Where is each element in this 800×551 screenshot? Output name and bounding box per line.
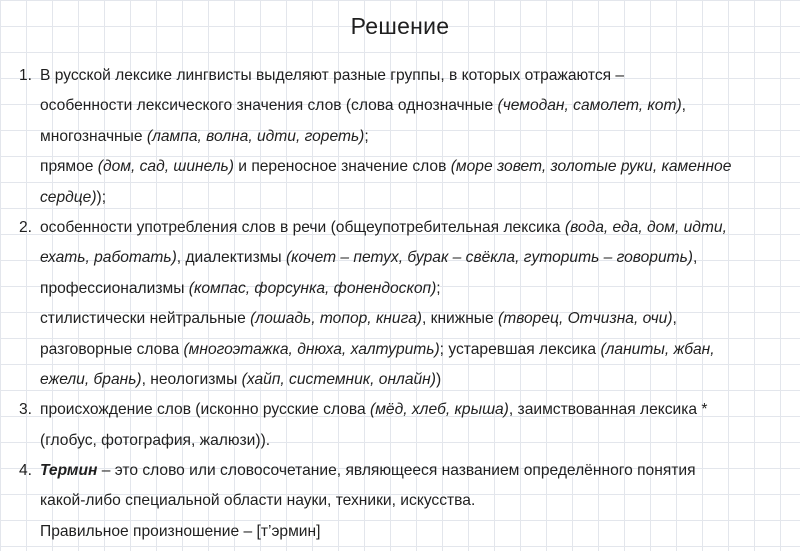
- text-line: [19, 517, 794, 547]
- example-text: сердце): [40, 188, 97, 206]
- text-line: [19, 426, 794, 456]
- example-text: (лампа, волна, идти, гореть): [146, 127, 365, 145]
- example-text: (море зовет, золотые руки, каменное: [450, 158, 732, 176]
- page-title: Решение: [350, 13, 450, 39]
- body-text: В русской лексике лингвисты выделяют разные группы, в которых отражаются –: [40, 67, 625, 84]
- body-text: и переносное значение слов: [233, 158, 451, 176]
- body-text: особенности употребления слов в речи (общеупотребительная лексика: [40, 218, 565, 236]
- list-number: 1.: [19, 67, 33, 84]
- text-line: [19, 304, 794, 334]
- list-item: [19, 456, 794, 547]
- example-text: (мёд, хлеб, крыша): [370, 401, 509, 419]
- example-text: (вода, еда, дом, идти,: [564, 218, 727, 236]
- body-text: , заимствованная лексика *: [508, 401, 708, 419]
- example-text: (компас, форсунка, фонендоскоп): [188, 279, 437, 297]
- text-line: [19, 335, 794, 365]
- text-line: [19, 61, 794, 91]
- list-item: [19, 61, 794, 213]
- body-text: прямое: [40, 158, 98, 176]
- example-text: (многоэтажка, днюха, халтурить): [183, 340, 440, 358]
- text-line: [19, 243, 794, 273]
- body-text: стилистически нейтральные: [40, 310, 251, 328]
- body-text: – это слово или словосочетание, являющееся названием определённого понятия: [97, 462, 696, 480]
- text-line: [19, 152, 794, 182]
- text-line: [19, 274, 794, 304]
- body-text: ): [435, 370, 442, 388]
- example-text: (кочет – петух, бурак – свёкла, гуторить – говорить): [285, 249, 693, 267]
- example-text: (дом, сад, шинель): [97, 158, 234, 176]
- example-text: Термин: [40, 462, 98, 480]
- list-number: 4.: [19, 462, 33, 480]
- text-line: [19, 213, 794, 243]
- body-text: ,: [693, 249, 698, 267]
- example-text: (чемодан, самолет, кот): [497, 97, 682, 115]
- body-text: (глобус, фотография, жалюзи)).: [40, 431, 271, 449]
- body-text: , неологизмы: [141, 370, 242, 388]
- body-text: какой-либо специальной области науки, техники, искусства.: [40, 492, 476, 510]
- body-text: , книжные: [421, 310, 499, 328]
- body-text: ; устаревшая лексика: [439, 340, 601, 358]
- example-text: (творец, Отчизна, очи): [498, 310, 673, 328]
- body-text: многозначные: [40, 127, 147, 145]
- list-number: 3.: [19, 401, 33, 419]
- list-number: 2.: [19, 218, 33, 236]
- example-text: (хайп, системник, онлайн): [241, 370, 436, 388]
- list-item: [19, 213, 794, 395]
- body-text: особенности лексического значения слов (слова однозначные: [40, 97, 498, 115]
- body-text: профессионализмы: [40, 279, 189, 297]
- body-text: Правильное произношение – [т’эрмин]: [40, 522, 321, 540]
- body-text: ,: [672, 310, 677, 328]
- body-text: происхождение слов (исконно русские слова: [40, 401, 371, 419]
- text-line: [19, 91, 794, 121]
- body-text: ;: [364, 127, 369, 145]
- solution-list: [19, 61, 794, 547]
- text-line: [19, 486, 794, 516]
- example-text: ежели, брань): [40, 370, 142, 388]
- body-text: );: [96, 188, 107, 206]
- text-line: [19, 456, 794, 486]
- example-text: (лошадь, топор, книга): [250, 310, 422, 328]
- text-line: [19, 365, 794, 395]
- body-text: ,: [681, 97, 686, 115]
- text-line: [19, 395, 794, 425]
- example-text: ехать, работать): [40, 249, 177, 267]
- list-item: [19, 395, 794, 456]
- body-text: ;: [436, 279, 441, 297]
- text-line: [19, 183, 794, 213]
- body-text: , диалектизмы: [176, 249, 286, 267]
- example-text: (ланиты, жбан,: [600, 340, 715, 358]
- text-line: [19, 122, 794, 152]
- body-text: разговорные слова: [40, 340, 184, 358]
